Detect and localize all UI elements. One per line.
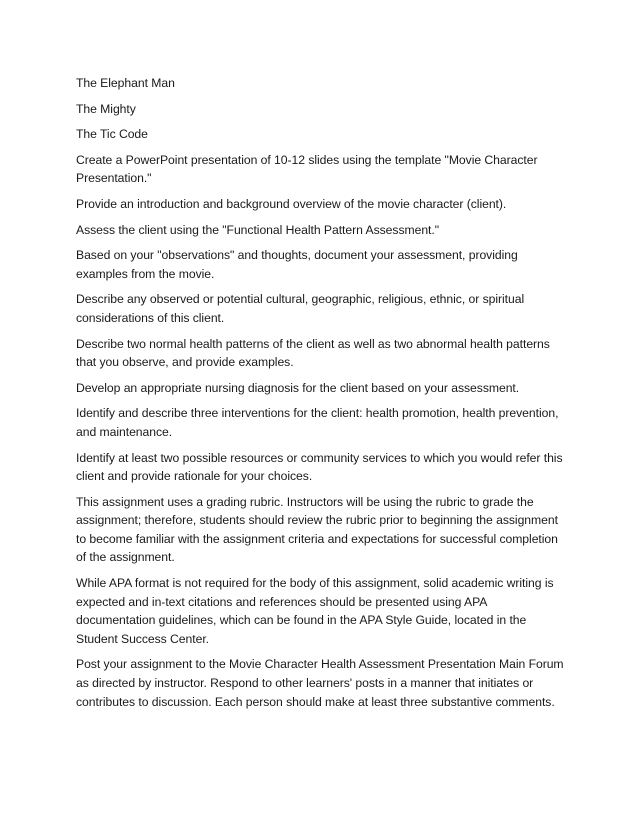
instruction-paragraph: Identify at least two possible resources or community services to which you would refer this client and provide rationale for your choices. [76,450,563,484]
instruction-paragraph: Describe two normal health patterns of the client as well as two abnormal health patterns that you observe, and provide examples. [76,336,550,370]
rubric-paragraph: This assignment uses a grading rubric. Instructors will be using the rubric to grade the assignment; therefore, students should review the rubric prior to beginning the assignment to become familiar with the assignment criteria and expectations for successful completion of the assignment. [76,494,558,565]
instruction-paragraph: Create a PowerPoint presentation of 10-12 slides using the template "Movie Character Presentation." [76,152,538,186]
apa-paragraph: While APA format is not required for the body of this assignment, solid academic writing is expected and in-text citations and references should be presented using APA documentation guidelines, which can be found in the APA Style Guide, located in the Student Success Center. [76,576,554,646]
instruction-paragraph: Develop an appropriate nursing diagnosis for the client based on your assessment. [76,380,520,395]
movie-title-2: The Mighty [76,101,136,116]
instruction-paragraph: Describe any observed or potential cultural, geographic, religious, ethnic, or spiritual considerations of this client. [76,292,525,325]
instruction-paragraph: Based on your "observations" and thoughts, document your assessment, providing examples from the movie. [76,248,518,281]
movie-title-3: The Tic Code [76,127,148,142]
document-body [76,74,568,718]
instruction-paragraph: Provide an introduction and background overview of the movie character (client). [76,196,507,211]
forum-paragraph: Post your assignment to the Movie Character Health Assessment Presentation Main Forum as directed by instructor. Respond to other learners' posts in a manner that initiates or contributes to discussion. Each person should make at least three substantive comments. [76,657,564,709]
instruction-paragraph: Assess the client using the "Functional Health Pattern Assessment." [76,222,439,237]
movie-title-1: The Elephant Man [76,76,175,90]
instruction-paragraph: Identify and describe three interventions for the client: health promotion, health prevention, and maintenance. [76,406,559,439]
